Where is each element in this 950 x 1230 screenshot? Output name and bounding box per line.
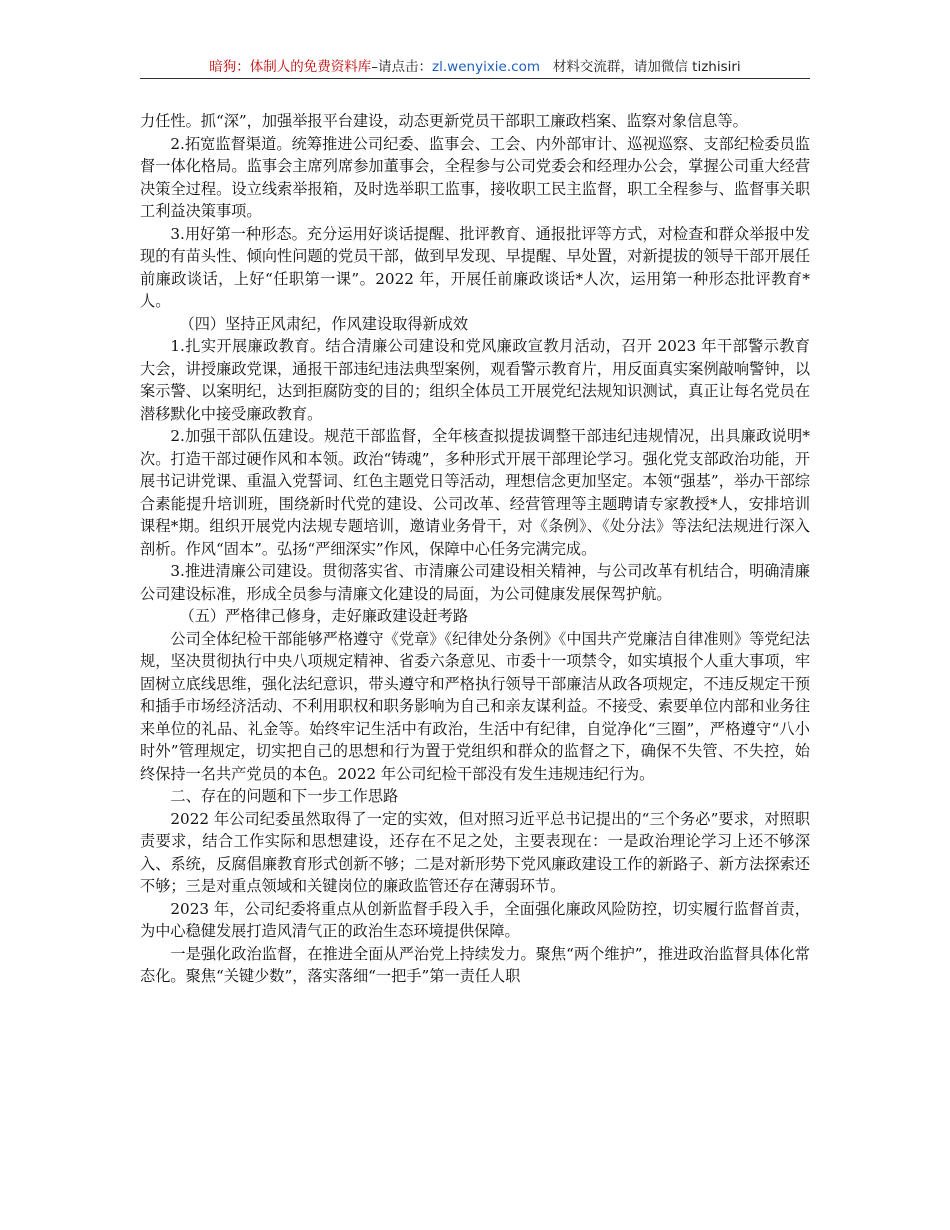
paragraph: 力任性。抓“深”，加强举报平台建设，动态更新党员干部职工廉政档案、监察对象信息等。 — [140, 112, 748, 130]
paragraph: 一是强化政治监督，在推进全面从严治党上持续发力。聚焦“两个维护”，推进政治监督具体化常态化。聚焦“关键少数”，落实落细“一把手”第一责任人职 — [140, 944, 810, 985]
header-link[interactable]: zl.wenyixie.com — [432, 59, 540, 75]
paragraph: 2.拓宽监督渠道。统筹推进公司纪委、监事会、工会、内外部审计、巡视巡察、支部纪检委员监督一体化格局。监事会主席列席参加董事会，全程参与公司党委会和经理办公会，掌握公司重大经营决策全过程。设立线索举报箱，及时选举职工监事，接收职工民主监督，职工全程参与、监督事关职工利益决策事项。 — [140, 134, 810, 220]
page-header — [140, 58, 810, 79]
paragraph: 1.扎实开展廉政教育。结合清廉公司建设和党风廉政宣教月活动，召开 2023 年干部警示教育大会，讲授廉政党课，通报干部违纪违法典型案例，观看警示教育片，用反面真实案例敲响警钟，以案示警、以案明纪，达到拒腐防变的目的；组织全体员工开展党纪法规知识测试，真正让每名党员在潜移默化中接受廉政教育。 — [140, 337, 810, 423]
paragraph: 2023 年，公司纪委将重点从创新监督手段入手，全面强化廉政风险防控，切实履行监督首责，为中心稳健发展打造风清气正的政治生态环境提供保障。 — [140, 899, 810, 940]
header-brand: 暗狗：体制人的免费资料库 — [209, 59, 372, 75]
header-contact: 材料交流群，请加微信 tizhisiri — [552, 59, 741, 75]
paragraph: 2.加强干部队伍建设。规范干部监督，全年核查拟提拔调整干部违纪违规情况，出具廉政说明*次。打造干部过硬作风和本领。政治“铸魂”，多种形式开展干部理论学习。强化党支部政治功能，开展书记讲党课、重温入党誓词、红色主题党日等活动，理想信念更加坚定。本领“强基”，举办干部综合素能提升培训班，围绕新时代党的建设、公司改革、经营管理等主题聘请专家教授*人，安排培训课程*期。组织开展党内法规专题培训，邀请业务骨干，对《条例》、《处分法》等法纪法规进行深入剖析。作风“固本”。弘扬“严细深实”作风，保障中心任务完满完成。 — [140, 427, 810, 558]
paragraph: 二、存在的问题和下一步工作思路 — [170, 787, 399, 805]
paragraph: 2022 年公司纪委虽然取得了一定的实效，但对照习近平总书记提出的“三个务必”要求，对照职责要求，结合工作实际和思想建设，还存在不足之处，主要表现在：一是政治理论学习上还不够深入、系统，反腐倡廉教育形式创新不够；二是对新形势下党风廉政建设工作的新路子、新方法探索还不够；三是对重点领域和关键岗位的廉政监管还存在薄弱环节。 — [140, 809, 810, 895]
document-body — [140, 110, 810, 988]
paragraph: 3.用好第一种形态。充分运用好谈话提醒、批评教育、通报批评等方式，对检查和群众举报中发现的有苗头性、倾向性问题的党员干部，做到早发现、早提醒、早处置，对新提拔的领导干部开展任前廉政谈话，上好“任职第一课”。2022 年，开展任前廉政谈话*人次，运用第一种形态批评教育*人。 — [140, 224, 810, 310]
section-heading: （五）严格律己修身，走好廉政建设赶考路 — [179, 607, 469, 625]
paragraph: 公司全体纪检干部能够严格遵守《党章》《纪律处分条例》《中国共产党廉洁自律准则》等党纪法规，坚决贯彻执行中央八项规定精神、省委六条意见、市委十一项禁令，如实填报个人重大事项，牢固树立底线思维，强化法纪意识，带头遵守和严格执行领导干部廉洁从政各项规定，不违反规定干预和插手市场经济活动、不利用职权和职务影响为自己和亲友谋利益。不接受、索要单位内部和业务往来单位的礼品、礼金等。始终牢记生活中有政治，生活中有纪律，自觉净化“三圈”，严格遵守“八小时外”管理规定，切实把自己的思想和行为置于党组织和群众的监督之下，确保不失管、不失控，始终保持一名共产党员的本色。2022 年公司纪检干部没有发生违规违纪行为。 — [140, 629, 810, 783]
header-prompt: –请点击： — [371, 59, 433, 75]
section-heading: （四）坚持正风肃纪，作风建设取得新成效 — [179, 314, 469, 333]
paragraph: 3.推进清廉公司建设。贯彻落实省、市清廉公司建设相关精神，与公司改革有机结合，明确清廉公司建设标准，形成全员参与清廉文化建设的局面，为公司健康发展保驾护航。 — [140, 562, 810, 603]
